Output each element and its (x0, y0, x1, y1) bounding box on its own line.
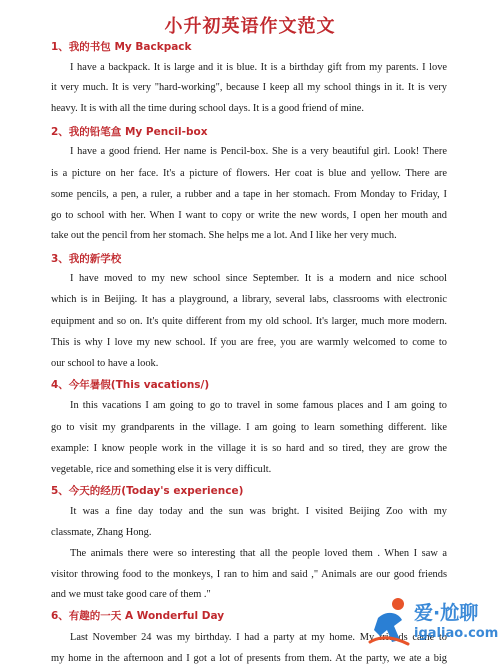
running-person-logo-icon (368, 596, 412, 650)
section-heading-this-vacations: 4、今年暑假(This vacations/) (51, 379, 210, 391)
watermark-site-name: 爱·尬聊 (414, 602, 479, 624)
section-heading-my-backpack: 1、我的书包 My Backpack (51, 41, 192, 53)
paragraph-line: I have a good friend. Her name is Pencil-box. She is a very beautiful girl. Look! There (70, 146, 447, 157)
paragraph-line: In this vacations I am going to go to travel in some famous places and I am going to (70, 400, 447, 411)
paragraph-line: take out the pencil from her stomach. She helps me a lot. And I like her very much. (51, 230, 397, 241)
paragraph-line: my home in the afternoon and I got a lot of presents from them. At the party, we ate a big (51, 653, 447, 664)
section-heading-my-new-school: 3、我的新学校 (51, 253, 122, 265)
document-title: 小升初英语作文范文 (164, 16, 336, 37)
paragraph-line: visitor throwing food to the monkeys, I ran to him and said ," Animals are our good friends (51, 569, 447, 580)
paragraph-line: it very much. It is very "hard-working", because I keep all my school things in it. It is very (51, 82, 447, 93)
paragraph-line: This is why I love my new school. If you are free, you are warmly welcomed to come to (51, 337, 447, 348)
paragraph-line: is a picture on her face. It's a picture of flowers. Her coat is blue and yellow. There are (51, 168, 447, 179)
paragraph-line: The animals there were so interesting that all the people loved them . When I saw a (70, 548, 447, 559)
section-heading-a-wonderful-day: 6、有趣的一天 A Wonderful Day (51, 610, 225, 622)
paragraph-line: Last November 24 was my birthday. I had a party at my home. My friends came to (70, 632, 447, 643)
site-watermark (368, 590, 498, 660)
paragraph-line: heavy. It is with all the time during school days. It is a good friend of mine. (51, 103, 365, 114)
paragraph-line: go to school with her. When I want to copy or write the new words, I open her mouth and (51, 210, 447, 221)
paragraph-line: classmate, Zhang Hong. (51, 527, 152, 538)
paragraph-line: which is in Beijing. It has a playground, a library, several labs, classrooms with electronic (51, 294, 447, 305)
section-heading-my-pencil-box: 2、我的铅笔盒 My Pencil-box (51, 126, 208, 138)
paragraph-line: example: I know people work in the village it is so hard and so tired, they are grow the (51, 443, 447, 454)
paragraph-line: some pencils, a pen, a ruler, a rubber and a tape in her stomach. From Monday to Friday, I (51, 189, 447, 200)
paragraph-line: vegetable, rice and something else it is very difficult. (51, 464, 272, 475)
paragraph-line: I have moved to my new school since September. It is a modern and nice school (70, 273, 447, 284)
paragraph-line: go to visit my grandparents in the village. I am going to learn something different. like (51, 422, 447, 433)
watermark-site-url: igaliao.com (414, 626, 499, 641)
paragraph-line: I have a backpack. It is large and it is blue. It is a birthday gift from my parents. I love (70, 62, 447, 73)
paragraph-line: It was a fine day today and the sun was bright. I visited Beijing Zoo with my (70, 506, 447, 517)
paragraph-line: and we must take good care of them ." (51, 589, 211, 600)
paragraph-line: our school to have a look. (51, 358, 159, 369)
paragraph-line: equipment and so on. It's quite different from my old school. It's larger, much more modern. (51, 316, 447, 327)
section-heading-todays-experience: 5、今天的经历(Today's experience) (51, 485, 244, 497)
